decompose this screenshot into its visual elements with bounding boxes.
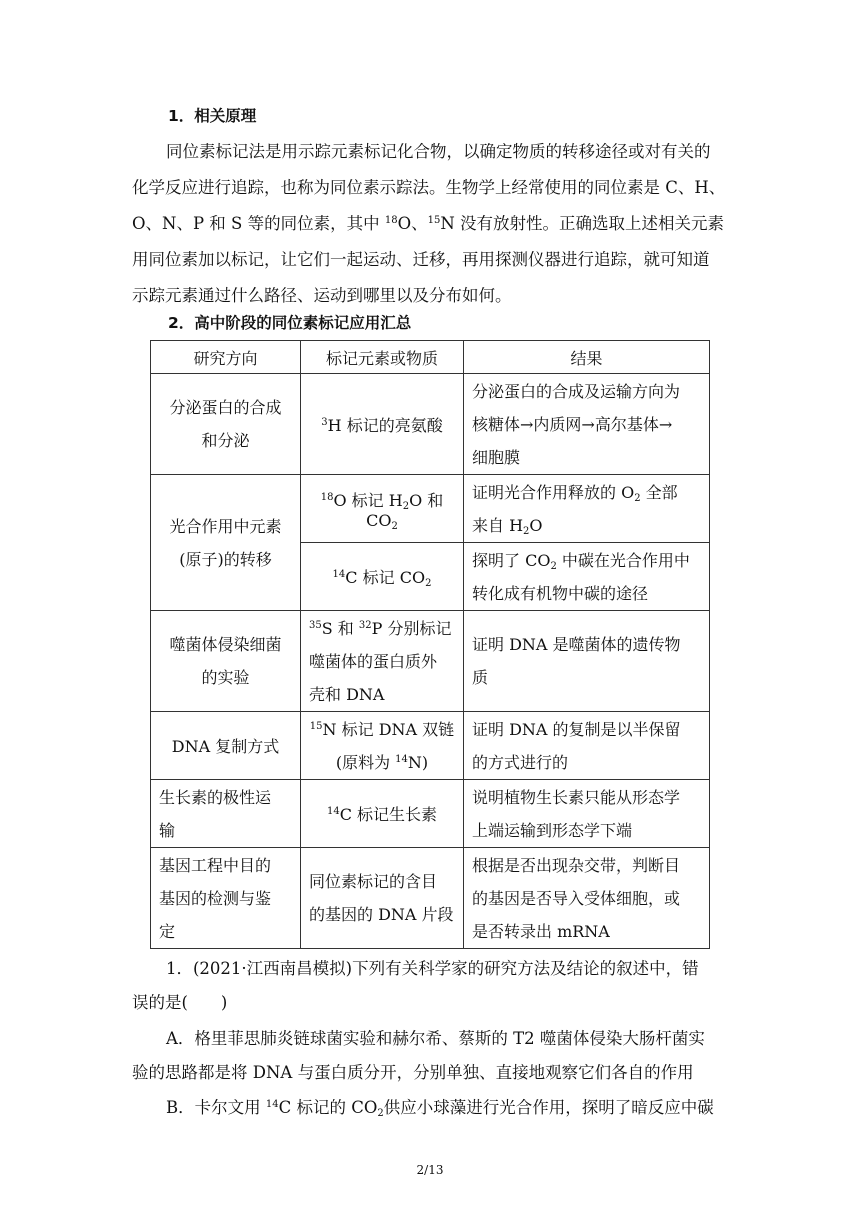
marker-cell: $^{14}$C 标记 $CO_2$ bbox=[301, 543, 464, 611]
section2-heading: 2．高中阶段的同位素标记应用汇总 bbox=[168, 314, 412, 332]
section1-heading: 1．相关原理 bbox=[168, 107, 257, 125]
table-row bbox=[151, 475, 710, 543]
direction-cell: DNA 复制方式 bbox=[151, 712, 301, 780]
option-a: A．格里菲思肺炎链球菌实验和赫尔希、蔡斯的 T2 噬菌体侵染大肠杆菌实 bbox=[166, 1029, 705, 1048]
result-cell: 证明 DNA 是噬菌体的遗传物 质 bbox=[464, 611, 710, 712]
column-header: 研究方向 bbox=[151, 341, 301, 374]
paragraph-line: 同位素标记法是用示踪元素标记化合物，以确定物质的转移途径或对有关的 bbox=[166, 142, 711, 161]
paragraph-line: 化学反应进行追踪，也称为同位素示踪法。生物学上经常使用的同位素是 C、H、 bbox=[132, 178, 726, 197]
table-row bbox=[151, 374, 710, 475]
table-row bbox=[151, 712, 710, 780]
table-row bbox=[151, 611, 710, 712]
direction-cell: 噬菌体侵染细菌 的实验 bbox=[151, 611, 301, 712]
marker-cell: $^{18}$O 标记 $H_2O$ 和 $CO_2$ bbox=[301, 475, 464, 543]
paragraph-line: 示踪元素通过什么路径、运动到哪里以及分布如何。 bbox=[132, 286, 512, 305]
marker-cell: $^{35}$S 和 $^{32}$P 分别标记 噬菌体的蛋白质外 壳和 DNA bbox=[301, 611, 464, 712]
marker-cell: 同位素标记的含目 的基因的 DNA 片段 bbox=[301, 848, 464, 949]
paragraph-line: O、N、P 和 S 等的同位素，其中 $^{18}$O、$^{15}$N 没有放射性。正确选取上述相关元素 bbox=[132, 214, 725, 233]
paragraph-line: 用同位素加以标记，让它们一起运动、迁移，再用探测仪器进行追踪，就可知道 bbox=[132, 250, 710, 269]
direction-cell: 生长素的极性运 输 bbox=[151, 780, 301, 848]
question-stem: 1．(2021·江西南昌模拟)下列有关科学家的研究方法及结论的叙述中，错 bbox=[166, 959, 699, 978]
result-cell: 说明植物生长素只能从形态学 上端运输到形态学下端 bbox=[464, 780, 710, 848]
table-header-row bbox=[151, 341, 710, 374]
table-row bbox=[151, 780, 710, 848]
result-cell: 证明光合作用释放的 $O_2$ 全部 来自 $H_2O$ bbox=[464, 475, 710, 543]
result-cell: 根据是否出现杂交带，判断目 的基因是否导入受体细胞，或 是否转录出 mRNA bbox=[464, 848, 710, 949]
result-cell: 探明了 $CO_2$ 中碳在光合作用中 转化成有机物中碳的途径 bbox=[464, 543, 710, 611]
question-stem: 误的是( ) bbox=[132, 993, 228, 1012]
isotope-table bbox=[150, 340, 710, 949]
table-row bbox=[151, 848, 710, 949]
result-cell: 分泌蛋白的合成及运输方向为 核糖体→内质网→高尔基体→ 细胞膜 bbox=[464, 374, 710, 475]
option-a: 验的思路都是将 DNA 与蛋白质分开，分别单独、直接地观察它们各自的作用 bbox=[132, 1063, 694, 1082]
page-number: 2/13 bbox=[416, 1163, 444, 1177]
marker-cell: $^{15}$N 标记 DNA 双链 (原料为 $^{14}$N) bbox=[301, 712, 464, 780]
column-header: 标记元素或物质 bbox=[301, 341, 464, 374]
direction-cell: 光合作用中元素 (原子)的转移 bbox=[151, 475, 301, 611]
direction-cell: 基因工程中目的 基因的检测与鉴 定 bbox=[151, 848, 301, 949]
marker-cell: $^{14}$C 标记生长素 bbox=[301, 780, 464, 848]
direction-cell: 分泌蛋白的合成 和分泌 bbox=[151, 374, 301, 475]
result-cell: 证明 DNA 的复制是以半保留 的方式进行的 bbox=[464, 712, 710, 780]
option-b: B．卡尔文用 $^{14}$C 标记的 $CO_2$供应小球藻进行光合作用，探明了暗反应中碳 bbox=[166, 1098, 714, 1119]
column-header: 结果 bbox=[464, 341, 710, 374]
marker-cell: $^3$H 标记的亮氨酸 bbox=[301, 374, 464, 475]
